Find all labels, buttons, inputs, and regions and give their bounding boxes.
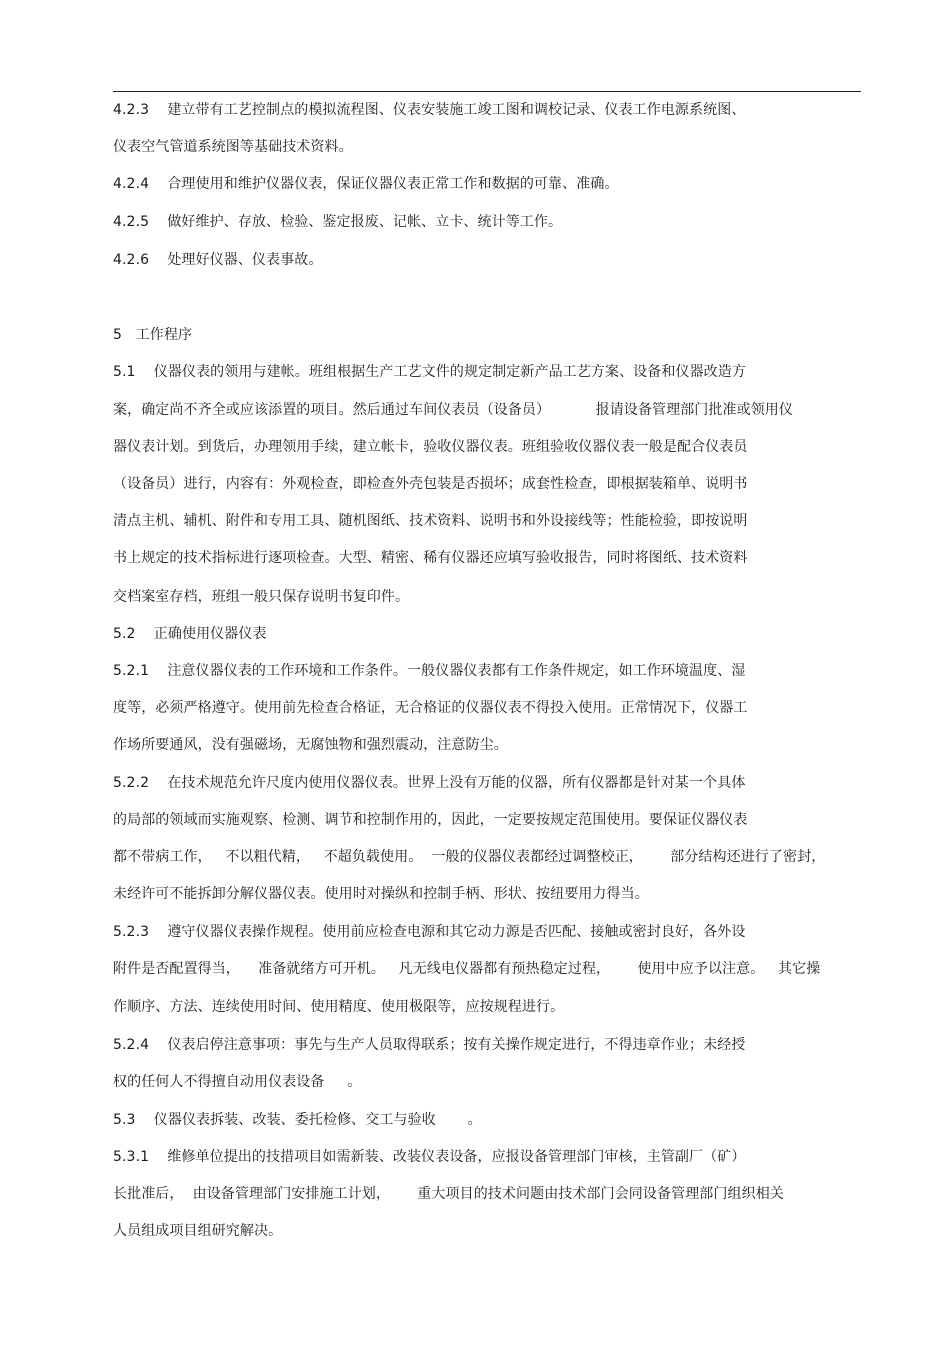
paragraph-5-2-1-line-1: 5.2.1 注意仪器仪表的工作环境和工作条件。一般仪器仪表都有工作条件规定，如工作环境温度、湿: [113, 663, 746, 679]
paragraph-5-2-2-line-3: 都不带病工作， 不以粗代精， 不超负载使用。 一般的仪器仪表都经过调整校正， 部分结构还进行了密封，: [113, 849, 826, 865]
paragraph-4-2-6: 4.2.6 处理好仪器、仪表事故。: [113, 252, 323, 268]
paragraph-4-2-3-line-2: 仪表空气管道系统图等基础技术资料。: [113, 139, 353, 155]
paragraph-5-2-4-line-2: 权的任何人不得擅自动用仪表设备 。: [113, 1074, 362, 1090]
paragraph-5-3-1-line-1: 5.3.1 维修单位提出的技措项目如需新装、改装仪表设备，应报设备管理部门审核，主管副厂（矿）: [113, 1149, 746, 1165]
paragraph-5-3-1-line-2: 长批准后， 由设备管理部门安排施工计划， 重大项目的技术问题由技术部门会同设备管理部门组织相关: [113, 1186, 784, 1202]
paragraph-4-2-4: 4.2.4 合理使用和维护仪器仪表，保证仪器仪表正常工作和数据的可靠、准确。: [113, 176, 619, 192]
paragraph-5-2-3-line-2: 附件是否配置得当， 准备就绪方可开机。 凡无线电仪器都有预热稳定过程， 使用中应予以注意。 其它操: [113, 961, 821, 977]
paragraph-5-2-2-line-1: 5.2.2 在技术规范允许尺度内使用仪器仪表。世界上没有万能的仪器，所有仪器都是针对某一个具体: [113, 775, 746, 791]
paragraph-5-2-2-line-4: 未经许可不能拆卸分解仪器仪表。使用时对操纵和控制手柄、形状、按纽要用力得当。: [113, 886, 649, 902]
paragraph-5-1-line-2: 案，确定尚不齐全或应该添置的项目。然后通过车间仪表员（设备员） 报请设备管理部门批准或领用仪: [113, 402, 793, 418]
paragraph-5-3-1-line-3: 人员组成项目组研究解决。: [113, 1223, 283, 1239]
paragraph-5-2-4-line-1: 5.2.4 仪表启停注意事项：事先与生产人员取得联系；按有关操作规定进行，不得违章作业；未经授: [113, 1037, 746, 1053]
paragraph-5-2-3-line-3: 作顺序、方法、连续使用时间、使用精度、使用极限等，应按规程进行。: [113, 999, 565, 1015]
paragraph-5-1-line-1: 5.1 仪器仪表的领用与建帐。班组根据生产工艺文件的规定制定新产品工艺方案、设备和仪器改造方: [113, 364, 746, 380]
paragraph-5-2-3-line-1: 5.2.3 遵守仪器仪表操作规程。使用前应检查电源和其它动力源是否匹配、接触或密封良好，各外设: [113, 924, 746, 940]
paragraph-5-1-line-7: 交档案室存档，班组一般只保存说明书复印件。: [113, 589, 410, 605]
section-5-heading: 5 工作程序: [113, 327, 193, 343]
paragraph-5-2-1-line-3: 作场所要通风，没有强磁场，无腐蚀物和强烈震动，注意防尘。: [113, 737, 508, 753]
header-rule: [113, 91, 861, 92]
paragraph-4-2-5: 4.2.5 做好维护、存放、检验、鉴定报废、记帐、立卡、统计等工作。: [113, 214, 563, 230]
paragraph-5-1-line-6: 书上规定的技术指标进行逐项检查。大型、精密、稀有仪器还应填写验收报告，同时将图纸、技术资料: [113, 550, 748, 566]
paragraph-5-1-line-3: 器仪表计划。到货后，办理领用手续，建立帐卡，验收仪器仪表。班组验收仪器仪表一般是配合仪表员: [113, 439, 748, 455]
paragraph-5-2-1-line-2: 度等，必须严格遵守。使用前先检查合格证，无合格证的仪器仪表不得投入使用。正常情况下，仪器工: [113, 700, 748, 716]
paragraph-5-1-line-4: （设备员）进行，内容有：外观检查，即检查外壳包装是否损坏；成套性检查，即根据装箱单、说明书: [113, 476, 748, 492]
paragraph-4-2-3-line-1: 4.2.3 建立带有工艺控制点的模拟流程图、仪表安装施工竣工图和调校记录、仪表工作电源系统图、: [113, 102, 746, 118]
section-5-2-heading: 5.2 正确使用仪器仪表: [113, 626, 267, 642]
paragraph-5-2-2-line-2: 的局部的领域而实施观察、检测、调节和控制作用的，因此，一定要按规定范围使用。要保证仪器仪表: [113, 812, 748, 828]
paragraph-5-1-line-5: 清点主机、辅机、附件和专用工具、随机图纸、技术资料、说明书和外设接线等；性能检验，即按说明: [113, 513, 748, 529]
section-5-3-heading: 5.3 仪器仪表拆装、改装、委托检修、交工与验收 。: [113, 1112, 482, 1128]
